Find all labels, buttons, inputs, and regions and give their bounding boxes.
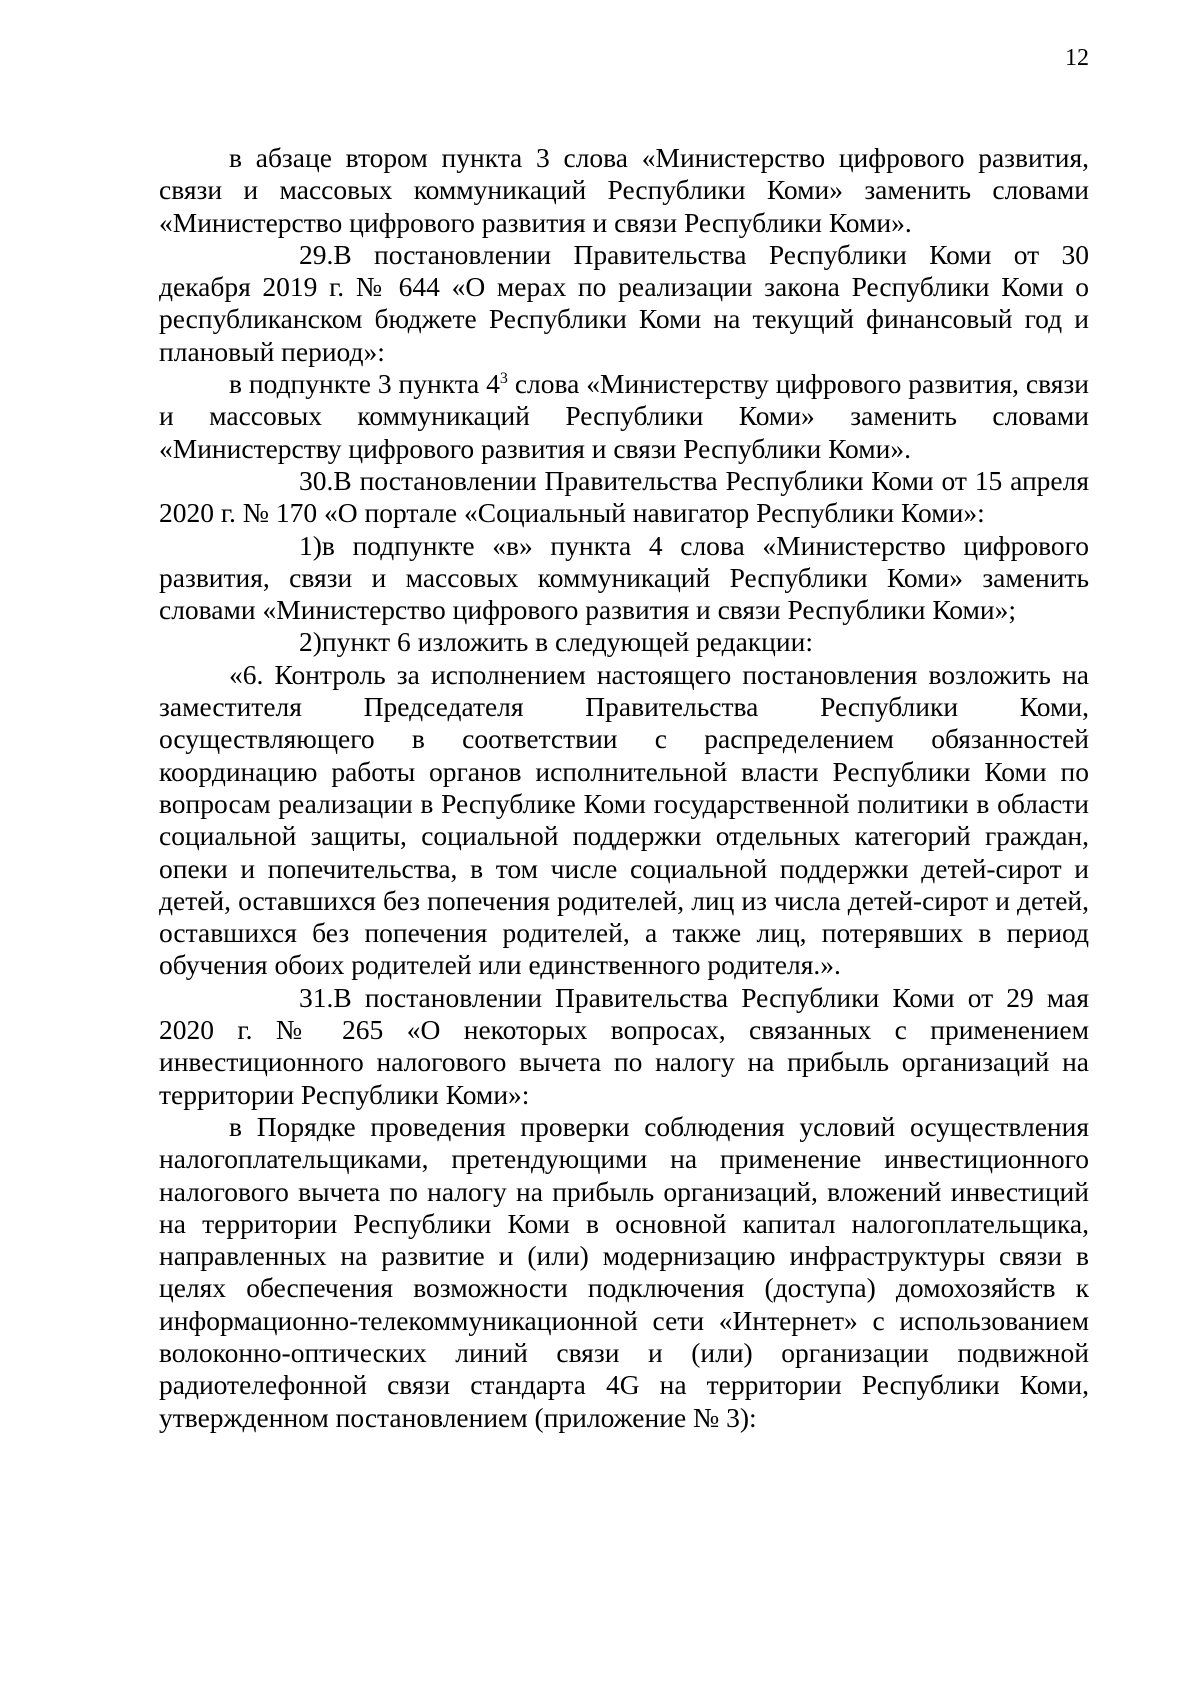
paragraph-text: в абзаце втором пункта 3 слова «Министерство цифрового развития, связи и массовых коммуникаций Республики Коми» заменить словами «Министерство цифрового развития и связи Республики Коми». [159,142,1089,238]
paragraph-text: В постановлении Правительства Республики Коми от 15 апреля 2020 г. № 170 «О портале «Социальный навигатор Республики Коми»: [159,464,1089,529]
paragraph-text: В постановлении Правительства Республики Коми от 29 мая 2020 г. № 265 «О некоторых вопросах, связанных с применением инвестиционного налогового вычета по налогу на прибыль организаций на территории Республики Коми»: [159,981,1089,1110]
paragraph-quoted-item-6 [159,659,1089,982]
item-number: 2) [299,626,322,658]
page-number: 12 [1065,45,1089,71]
paragraph-subitem-1 [159,530,1089,627]
item-number: 30. [299,464,334,496]
paragraph-text-before: в подпункте 3 пункта 4 [229,368,500,400]
superscript-index: 3 [499,369,508,387]
paragraph-item-30 [159,465,1089,530]
paragraph-procedure-amendment [159,1111,1089,1434]
document-body [159,142,1089,1434]
paragraph-text: В постановлении Правительства Республики Коми от 30 декабря 2019 г. № 644 «О мерах по реализации закона Республики Коми о республиканском бюджете Республики Коми на текущий финансовый год и плановый период»: [159,238,1089,367]
item-number: 1) [299,529,322,561]
paragraph-text: в подпункте «в» пункта 4 слова «Министерство цифрового развития, связи и массовых коммуникаций Республики Коми» заменить словами «Министерство цифрового развития и связи Республики Коми»; [159,529,1089,626]
paragraph-amendment-item-3 [159,142,1089,239]
paragraph-text-after: слова «Министерству цифрового развития, связи и массовых коммуникаций Республики Коми» заменить словами «Министерству цифрового развития и связи Республики Коми». [159,368,1089,464]
item-number: 29. [299,238,334,270]
paragraph-text: в Порядке проведения проверки соблюдения условий осуществления налогоплательщиками, претендующими на применение инвестиционного налогового вычета по налогу на прибыль организаций, вложений инвестиций на территории Республики Коми в основной капитал налогоплательщика, направленных на развитие и (или) модернизацию инфраструктуры связи в целях обеспечения возможности подключения (доступа) домохозяйств к информационно-телекоммуникационной сети «Интернет» с использованием волоконно-оптических линий связи и (или) организации подвижной радиотелефонной связи стандарта 4G на территории Республики Коми, утвержденном постановлением (приложение № 3): [159,1110,1089,1433]
paragraph-subitem-2 [159,626,1089,658]
paragraph-subitem-4-3 [159,368,1089,465]
paragraph-text: «6. Контроль за исполнением настоящего постановления возложить на заместителя Председателя Правительства Республики Коми, осуществляющего в соответствии с распределением обязанностей координацию работы органов исполнительной власти Республики Коми по вопросам реализации в Республике Коми государственной политики в области социальной защиты, социальной поддержки отдельных категорий граждан, опеки и попечительства, в том числе социальной поддержки детей-сирот и детей, оставшихся без попечения родителей, лиц из числа детей-сирот и детей, оставшихся без попечения родителей, а также лиц, потерявших в период обучения обоих родителей или единственного родителя.». [159,658,1089,981]
paragraph-item-31 [159,982,1089,1111]
paragraph-text: пункт 6 изложить в следующей редакции: [321,626,813,658]
paragraph-item-29 [159,239,1089,368]
item-number: 31. [299,981,334,1013]
